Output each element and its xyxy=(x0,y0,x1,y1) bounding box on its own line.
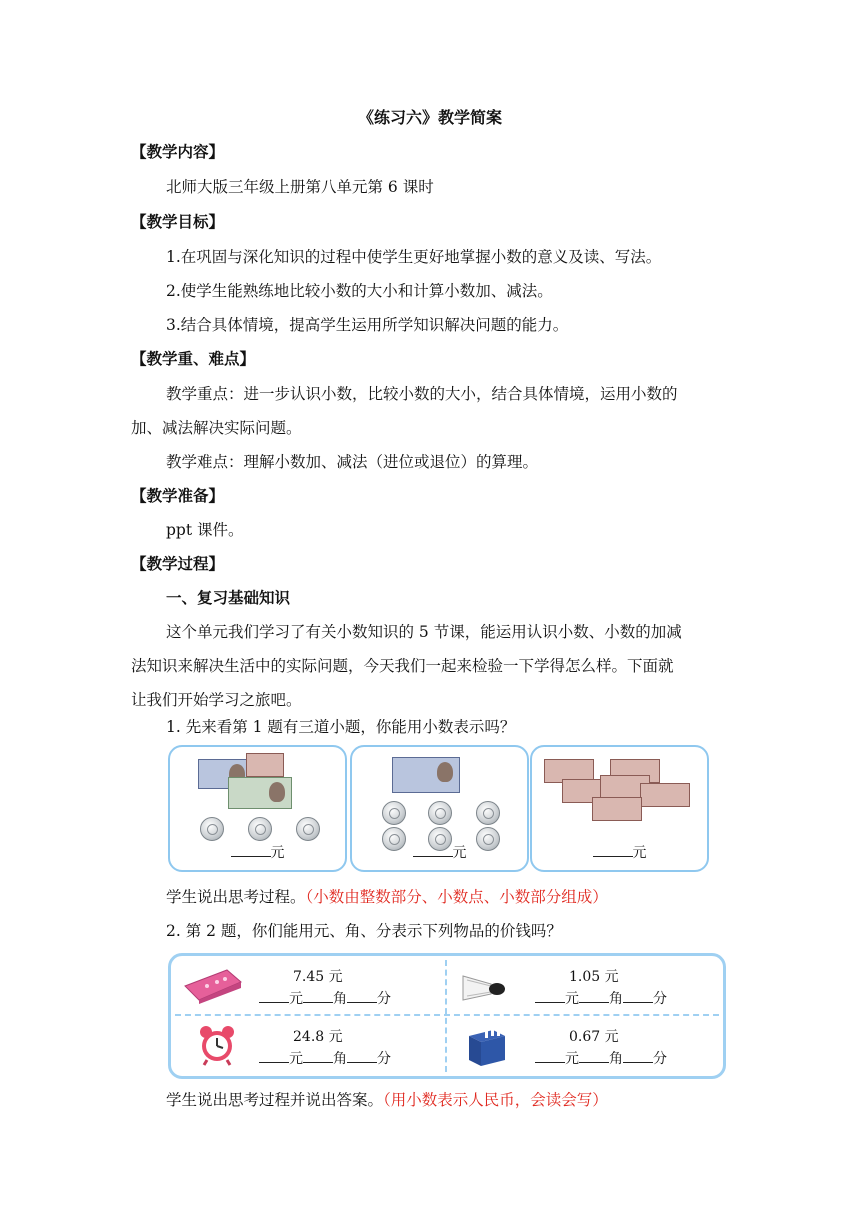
unit-label: 元 xyxy=(270,845,285,861)
answer-highlight: （用小数表示人民币，会读会写） xyxy=(383,1091,608,1109)
price-cell-shuttlecock xyxy=(447,956,721,1014)
banknote-1-jiao xyxy=(592,797,642,821)
money-card-2 xyxy=(350,745,529,872)
price-cell-pencil-case xyxy=(171,956,445,1014)
blank[interactable] xyxy=(623,1049,653,1063)
alarm-clock-icon xyxy=(197,1024,237,1066)
blank[interactable] xyxy=(623,989,653,1003)
goal-item-3: 3.结合具体情境，提高学生运用所学知识解决问题的能力。 xyxy=(166,316,569,334)
key-point-line-2: 加、减法解决实际问题。 xyxy=(131,419,302,437)
unit-yuan: 元 xyxy=(565,991,579,1007)
answer-blank[interactable] xyxy=(593,842,633,857)
answer-blank[interactable] xyxy=(413,842,453,857)
price-label: 1.05 元 xyxy=(569,969,619,985)
part-one-heading: 一、复习基础知识 xyxy=(166,588,291,607)
unit-jiao: 角 xyxy=(333,1051,347,1067)
blank[interactable] xyxy=(535,989,565,1003)
banknote-1-jiao xyxy=(640,783,690,807)
goal-item-1: 1.在巩固与深化知识的过程中使学生更好地掌握小数的意义及读、写法。 xyxy=(166,248,662,266)
section-preparation-heading: 【教学准备】 xyxy=(131,486,225,505)
price-table xyxy=(168,953,726,1079)
section-key-points-heading: 【教学重、难点】 xyxy=(131,349,256,368)
coin-icon xyxy=(382,801,406,825)
coin-icon xyxy=(248,817,272,841)
question-2-answer xyxy=(166,1088,608,1110)
price-label: 24.8 元 xyxy=(293,1029,343,1045)
blank[interactable] xyxy=(535,1049,565,1063)
shuttlecock-icon xyxy=(461,968,507,1004)
question-1-answer xyxy=(166,885,608,907)
banknote-5-yuan xyxy=(392,757,460,793)
unit-jiao: 角 xyxy=(333,991,347,1007)
banknote-small xyxy=(246,753,284,777)
yuan-jiao-fen-blanks xyxy=(259,988,391,1008)
blank[interactable] xyxy=(579,1049,609,1063)
answer-highlight: （小数由整数部分、小数点、小数部分组成） xyxy=(305,888,608,906)
unit-fen: 分 xyxy=(377,1051,391,1067)
unit-label: 元 xyxy=(632,845,647,861)
blank[interactable] xyxy=(347,989,377,1003)
key-point-line-1: 教学重点：进一步认识小数，比较小数的大小，结合具体情境，运用小数的 xyxy=(166,385,678,403)
unit-jiao: 角 xyxy=(609,991,623,1007)
unit-yuan: 元 xyxy=(289,1051,303,1067)
pencil-case-icon xyxy=(183,968,243,1004)
chalk-box-icon xyxy=(465,1022,509,1068)
money-answer-3 xyxy=(532,842,707,862)
unit-jiao: 角 xyxy=(609,1051,623,1067)
price-label: 0.67 元 xyxy=(569,1029,619,1045)
question-2-text: 2. 第 2 题，你们能用元、角、分表示下列物品的价钱吗？ xyxy=(166,922,562,940)
money-figure xyxy=(168,745,718,870)
coin-icon xyxy=(428,801,452,825)
unit-label: 元 xyxy=(452,845,467,861)
unit-yuan: 元 xyxy=(565,1051,579,1067)
intro-line-2: 法知识来解决生活中的实际问题，今天我们一起来检验一下学得怎么样。下面就 xyxy=(131,657,674,675)
blank[interactable] xyxy=(259,1049,289,1063)
yuan-jiao-fen-blanks xyxy=(535,1048,667,1068)
blank[interactable] xyxy=(347,1049,377,1063)
section-process-heading: 【教学过程】 xyxy=(131,554,225,573)
yuan-jiao-fen-blanks xyxy=(535,988,667,1008)
coin-icon xyxy=(476,801,500,825)
unit-yuan: 元 xyxy=(289,991,303,1007)
document-title: 《练习六》教学简案 xyxy=(357,108,502,127)
section-teaching-goals-heading: 【教学目标】 xyxy=(131,212,225,231)
goal-item-2: 2.使学生能熟练地比较小数的大小和计算小数加、减法。 xyxy=(166,282,553,300)
answer-prefix: 学生说出思考过程。 xyxy=(166,888,306,906)
coin-icon xyxy=(296,817,320,841)
answer-blank[interactable] xyxy=(231,842,271,857)
money-answer-1 xyxy=(170,842,345,862)
blank[interactable] xyxy=(303,1049,333,1063)
banknote-2-yuan xyxy=(228,777,292,809)
coin-icon xyxy=(200,817,224,841)
money-card-3 xyxy=(530,745,709,872)
money-card-1 xyxy=(168,745,347,872)
blank[interactable] xyxy=(259,989,289,1003)
preparation-text: ppt 课件。 xyxy=(166,521,244,539)
money-answer-2 xyxy=(352,842,527,862)
price-label: 7.45 元 xyxy=(293,969,343,985)
blank[interactable] xyxy=(579,989,609,1003)
section-teaching-content-heading: 【教学内容】 xyxy=(131,142,225,161)
unit-fen: 分 xyxy=(653,1051,667,1067)
answer-prefix: 学生说出思考过程并说出答案。 xyxy=(166,1091,384,1109)
blank[interactable] xyxy=(303,989,333,1003)
price-cell-chalk-box xyxy=(447,1016,721,1074)
difficult-point-text: 教学难点：理解小数加、减法（进位或退位）的算理。 xyxy=(166,453,539,471)
yuan-jiao-fen-blanks xyxy=(259,1048,391,1068)
unit-fen: 分 xyxy=(653,991,667,1007)
unit-fen: 分 xyxy=(377,991,391,1007)
teaching-content-text: 北师大版三年级上册第八单元第 6 课时 xyxy=(166,178,434,196)
question-1-text: 1. 先来看第 1 题有三道小题，你能用小数表示吗？ xyxy=(166,718,516,736)
intro-line-3: 让我们开始学习之旅吧。 xyxy=(131,691,302,709)
intro-line-1: 这个单元我们学习了有关小数知识的 5 节课，能运用认识小数、小数的加减 xyxy=(166,623,682,641)
price-cell-alarm-clock xyxy=(171,1016,445,1074)
